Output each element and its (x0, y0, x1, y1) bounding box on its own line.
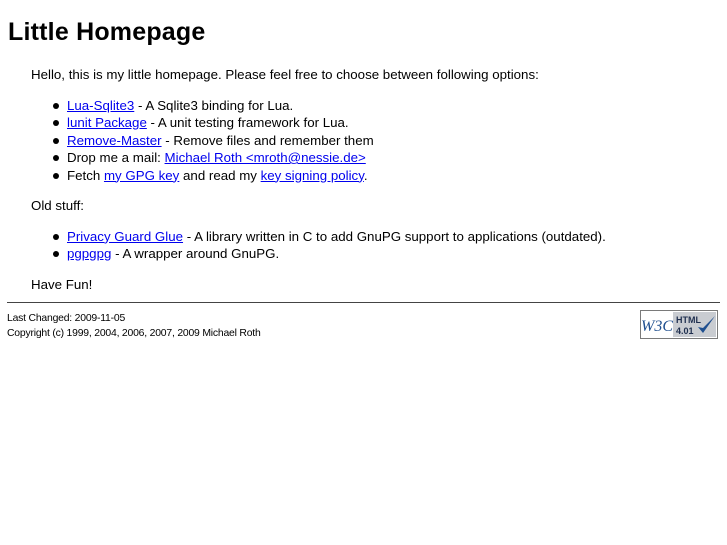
badge-version-text: 4.01 (676, 326, 694, 336)
list-item (31, 245, 606, 263)
mail-prefix: Drop me a mail: (67, 150, 165, 165)
intro-text: Hello, this is my little homepage. Please feel free to choose between following options: (31, 67, 539, 82)
list-item-description: - Remove files and remember them (161, 132, 374, 148)
footer (7, 311, 261, 341)
key-signing-policy-link[interactable]: key signing policy (260, 167, 364, 183)
w3c-badge-graphic (640, 310, 718, 339)
list-item (31, 149, 606, 167)
page-title: Little Homepage (8, 18, 206, 46)
remove-master-link[interactable]: Remove-Master (67, 132, 162, 148)
list-item-description: - A Sqlite3 binding for Lua. (134, 97, 294, 113)
badge-w3c-text: W3C (641, 318, 673, 335)
list-item (31, 228, 606, 246)
copyright-text: Copyright (c) 1999, 2004, 2006, 2007, 2009 Michael Roth (7, 328, 261, 339)
mail-link[interactable]: Michael Roth <mroth@nessie.de> (164, 150, 366, 165)
old-stuff-heading: Old stuff: (31, 198, 84, 213)
list-item-description: - A unit testing framework for Lua. (146, 115, 349, 130)
badge-html-text: HTML (676, 315, 701, 325)
gpg-middle-text: and read my (179, 167, 261, 183)
privacy-guard-glue-link[interactable]: Privacy Guard Glue (67, 228, 184, 244)
list-item (31, 167, 606, 185)
gpg-suffix: . (363, 167, 368, 183)
gpg-key-link[interactable]: my GPG key (103, 167, 180, 183)
options-list (31, 97, 606, 185)
pgpgpg-link[interactable]: pgpgpg (67, 246, 112, 261)
last-changed-text: Last Changed: 2009-11-05 (7, 313, 126, 324)
list-item-description: - A wrapper around GnuPG. (111, 246, 280, 261)
lunit-package-link[interactable]: lunit Package (67, 115, 147, 130)
main-content (31, 66, 606, 293)
list-item (31, 97, 606, 115)
list-item (31, 132, 606, 150)
footer-divider (7, 302, 720, 303)
closing-text: Have Fun! (31, 276, 93, 292)
gpg-prefix: Fetch (67, 167, 104, 183)
list-item (31, 114, 606, 132)
w3c-html-valid-icon[interactable] (640, 310, 718, 339)
old-stuff-list (31, 228, 606, 263)
list-item-description: - A library written in C to add GnuPG support to applications (outdated). (183, 228, 606, 244)
lua-sqlite3-link[interactable]: Lua-Sqlite3 (67, 97, 135, 113)
